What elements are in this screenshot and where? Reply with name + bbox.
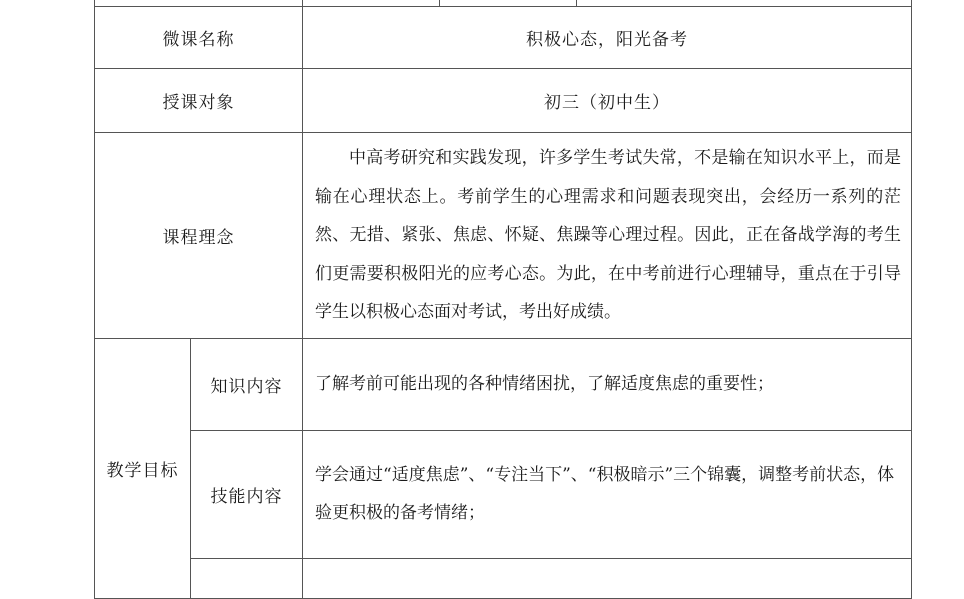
goal-third-label	[191, 558, 303, 598]
top-partial-divider	[439, 0, 440, 6]
top-partial-cell-left	[95, 0, 303, 7]
course-name-row	[95, 7, 912, 69]
goal-skill-text: 学会通过“适度焦虑”、“专注当下”、“积极暗示”三个锦囊，调整考前状态，体验更积极的备考情绪；	[315, 465, 895, 523]
goal-skill-cell	[303, 430, 912, 558]
course-name-label: 微课名称	[95, 7, 303, 69]
goal-knowledge-label: 知识内容	[191, 338, 303, 430]
lesson-plan-table	[94, 0, 912, 599]
philosophy-row	[95, 133, 912, 339]
philosophy-text: 中高考研究和实践发现，许多学生考试失常，不是输在知识水平上，而是输在心理状态上。考前学生的心理需求和问题表现突出，会经历一系列的茫然、无措、紧张、焦虑、怀疑、焦躁等心理过程。因此，正在备战学海的考生们更需要积极阳光的应考心态。为此，在中考前进行心理辅导，重点在于引导学生以积极心态面对考试，考出好成绩。	[315, 148, 901, 322]
audience-row	[95, 69, 912, 133]
goal-knowledge-row	[95, 338, 912, 430]
goals-label: 教学目标	[95, 338, 191, 598]
top-partial-cell-right	[303, 0, 912, 7]
goal-skill-label: 技能内容	[191, 430, 303, 558]
goal-knowledge-text: 了解考前可能出现的各种情绪困扰，了解适度焦虑的重要性；	[315, 374, 774, 394]
philosophy-cell	[303, 133, 912, 339]
audience-label: 授课对象	[95, 69, 303, 133]
top-partial-divider	[576, 0, 577, 6]
philosophy-label: 课程理念	[95, 133, 303, 339]
goal-third-row	[95, 558, 912, 598]
goal-skill-row	[95, 430, 912, 558]
course-name-value: 积极心态，阳光备考	[303, 7, 912, 69]
goal-third-cell	[303, 558, 912, 598]
top-partial-row	[95, 0, 912, 7]
audience-value: 初三（初中生）	[303, 69, 912, 133]
goal-knowledge-cell	[303, 338, 912, 430]
